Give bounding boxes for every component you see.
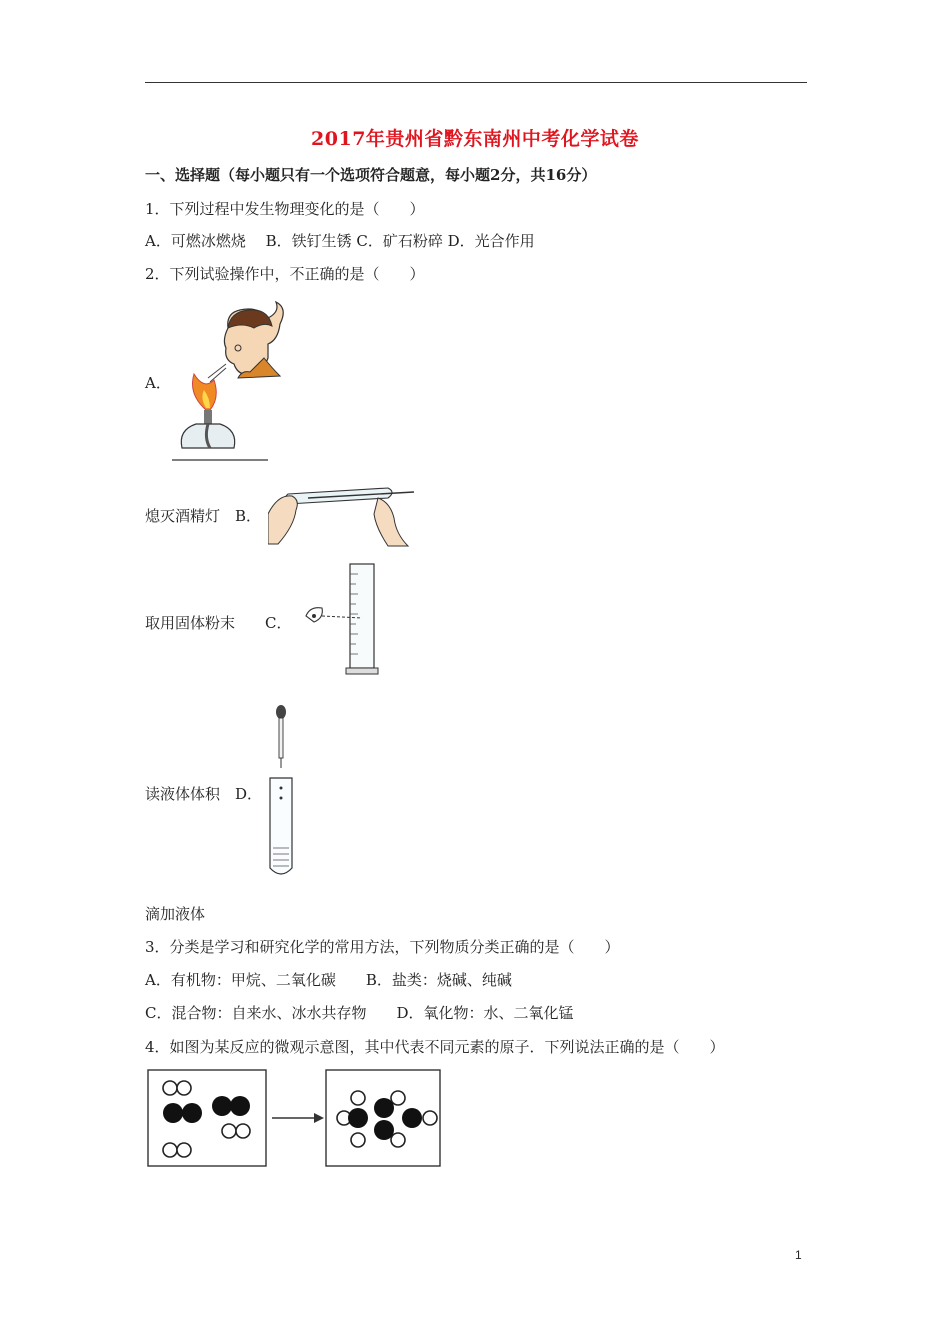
q1-stem: 1．下列过程中发生物理变化的是（ ） xyxy=(145,200,425,218)
q2-caption-c-option-d: 读液体体积 D． xyxy=(145,785,263,803)
q3-options-row2: C．混合物：自来水、冰水共存物 D．氧化物：水、二氧化锰 xyxy=(145,1004,574,1022)
q2-caption-a-option-b: 熄灭酒精灯 B． xyxy=(145,507,262,525)
dropper-test-tube-illustration xyxy=(266,702,302,882)
page-number: 1 xyxy=(795,1248,802,1262)
measuring-cylinder-illustration xyxy=(300,562,390,680)
page-title: 2017年贵州省黔东南州中考化学试卷 xyxy=(311,128,639,150)
reaction-diagram xyxy=(146,1068,446,1170)
section-heading: 一、选择题（每小题只有一个选项符合题意，每小题2分，共16分） xyxy=(145,166,597,184)
header-rule xyxy=(145,82,807,83)
solid-powder-illustration xyxy=(268,474,418,550)
q2-caption-d: 滴加液体 xyxy=(145,905,206,923)
q2-option-a-label: A． xyxy=(145,374,171,392)
q4-stem: 4．如图为某反应的微观示意图，其中代表不同元素的原子．下列说法正确的是（ ） xyxy=(145,1038,725,1056)
alcohol-lamp-illustration xyxy=(168,298,288,466)
q2-stem: 2．下列试验操作中，不正确的是（ ） xyxy=(145,265,425,283)
q1-options: A．可燃冰燃烧 B．铁钉生锈 C．矿石粉碎 D．光合作用 xyxy=(145,232,535,250)
q2-caption-b-option-c: 取用固体粉末 C． xyxy=(145,614,292,632)
q3-stem: 3．分类是学习和研究化学的常用方法，下列物质分类正确的是（ ） xyxy=(145,938,620,956)
q3-options-row1: A．有机物：甲烷、二氧化碳 B．盐类：烧碱、纯碱 xyxy=(145,971,512,989)
